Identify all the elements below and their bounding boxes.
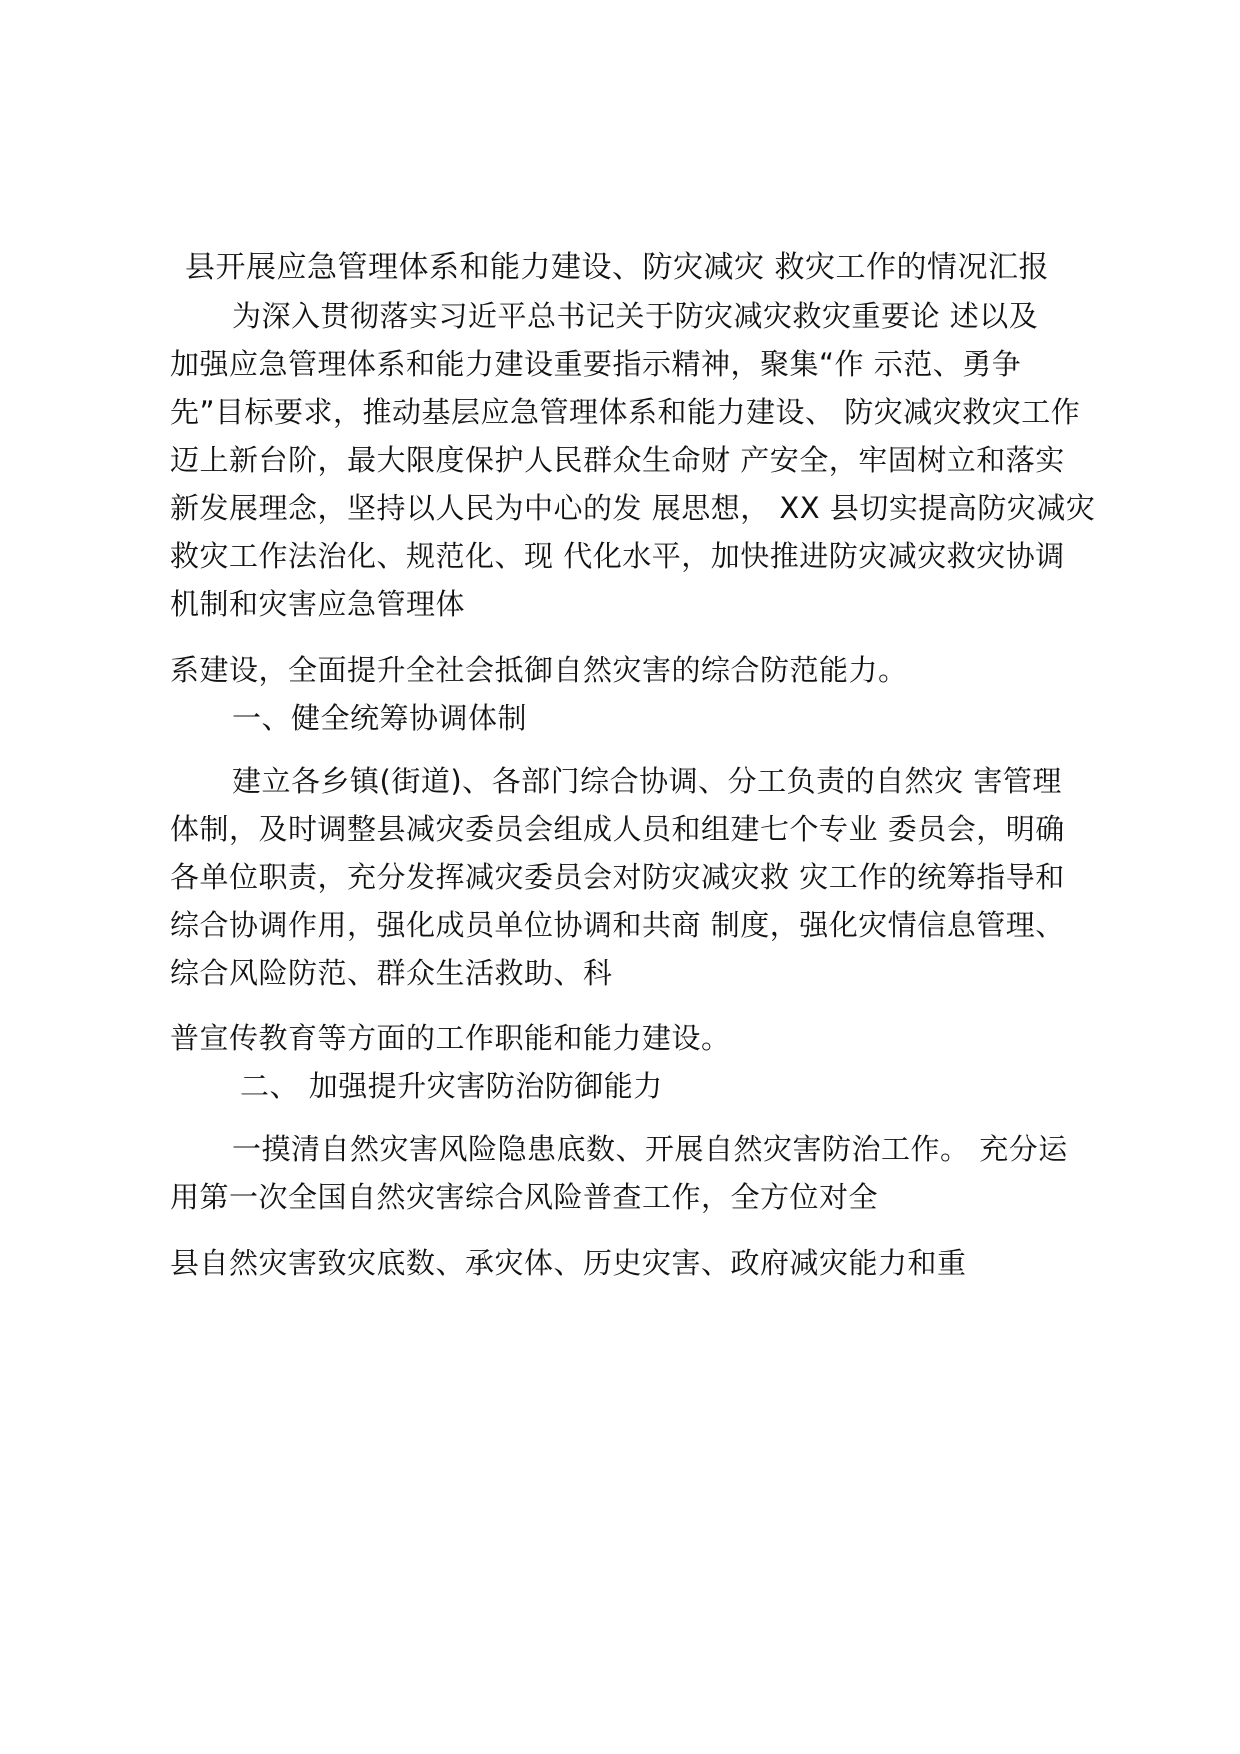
paragraph-line: 一摸清自然灾害风险隐患底数、开展自然灾害防治工作。 充分运 bbox=[232, 1132, 1068, 1166]
paragraph-line: 综合风险防范、群众生活救助、科 bbox=[170, 956, 613, 990]
section-heading-2: 二、 加强提升灾害防治防御能力 bbox=[240, 1069, 663, 1103]
paragraph-line: 综合协调作用，强化成员单位协调和共商 制度，强化灾情信息管理、 bbox=[170, 908, 1065, 942]
paragraph-line: 体制，及时调整县减灾委员会组成人员和组建七个专业 委员会，明确 bbox=[170, 812, 1065, 846]
paragraph-line: 普宣传教育等方面的工作职能和能力建设。 bbox=[170, 1021, 731, 1055]
paragraph-line: 救灾工作法治化、规范化、现 代化水平，加快推进防灾减灾救灾协调 bbox=[170, 539, 1065, 573]
paragraph-line: 为深入贯彻落实习近平总书记关于防灾减灾救灾重要论 述以及 bbox=[232, 299, 1039, 333]
paragraph-line: 用第一次全国自然灾害综合风险普查工作，全方位对全 bbox=[170, 1180, 879, 1214]
paragraph-line: 新发展理念，坚持以人民为中心的发 展思想， XX 县切实提高防灾减灾 bbox=[170, 491, 1096, 525]
paragraph-line: 县自然灾害致灾底数、承灾体、历史灾害、政府减灾能力和重 bbox=[170, 1246, 967, 1280]
paragraph-line: 建立各乡镇(街道)、各部门综合协调、分工负责的自然灾 害管理 bbox=[232, 764, 1062, 798]
paragraph-line: 各单位职责，充分发挥减灾委员会对防灾减灾救 灾工作的统筹指导和 bbox=[170, 860, 1065, 894]
paragraph-line: 系建设，全面提升全社会抵御自然灾害的综合防范能力。 bbox=[170, 653, 908, 687]
paragraph-line: 机制和灾害应急管理体 bbox=[170, 587, 466, 621]
paragraph-line: 加强应急管理体系和能力建设重要指示精神，聚集“作 示范、勇争 bbox=[170, 347, 1022, 381]
paragraph-line: 迈上新台阶，最大限度保护人民群众生命财 产安全，牢固树立和落实 bbox=[170, 443, 1065, 477]
paragraph-line: 先”目标要求，推动基层应急管理体系和能力建设、 防灾减灾救灾工作 bbox=[170, 395, 1081, 429]
section-heading-1: 一、健全统筹协调体制 bbox=[232, 701, 528, 735]
document-title: 县开展应急管理体系和能力建设、防灾减灾 救灾工作的情况汇报 bbox=[185, 250, 1050, 285]
